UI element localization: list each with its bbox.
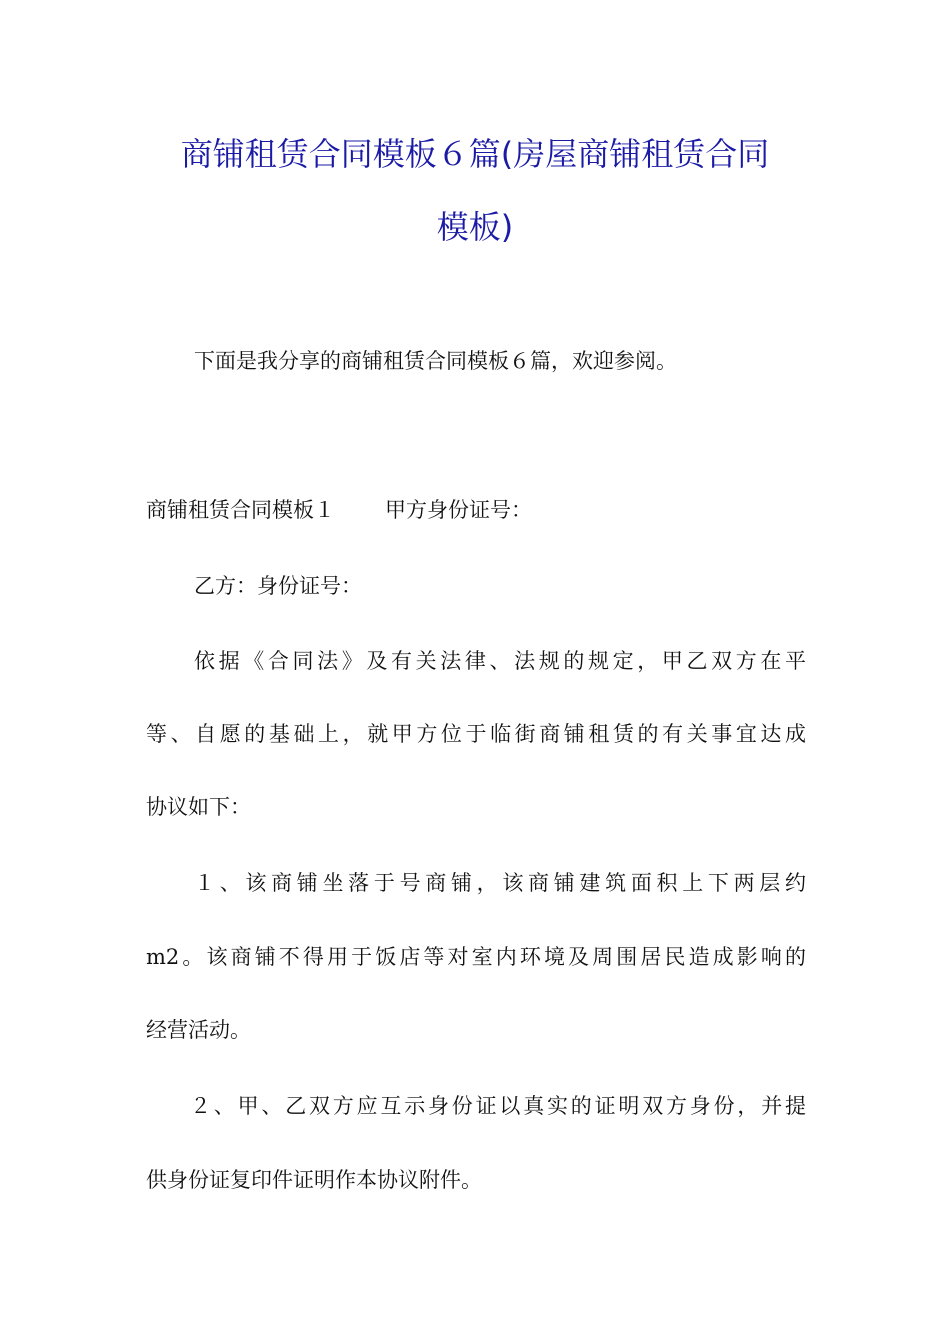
- party-a-id-label: 甲方身份证号：: [385, 498, 532, 522]
- clause-2-line-1: ２、甲、乙双方应互示身份证以真实的证明双方身份，并提: [190, 1094, 806, 1118]
- clause-1-line-1: １、该商铺坐落于号商铺，该商铺建筑面积上下两层约: [194, 871, 806, 895]
- intro-paragraph: 下面是我分享的商铺租赁合同模板６篇，欢迎参阅。: [194, 349, 677, 373]
- clause-intro-line-1: 依据《合同法》及有关法律、法规的规定，甲乙双方在平: [194, 649, 806, 673]
- party-b-line: 乙方：身份证号：: [194, 574, 362, 598]
- clause-intro-line-2: 等、自愿的基础上，就甲方位于临街商铺租赁的有关事宜达成: [146, 722, 806, 746]
- document-title-line-2: 模板): [436, 208, 514, 246]
- document-title-line-1: 商铺租赁合同模板６篇(房屋商铺租赁合同: [180, 135, 770, 173]
- clause-1-line-2: m2。该商铺不得用于饭店等对室内环境及周围居民造成影响的: [146, 945, 806, 969]
- section-heading-row: [146, 495, 808, 525]
- clause-1-line-3: 经营活动。: [146, 1018, 251, 1042]
- section-heading: 商铺租赁合同模板１: [146, 498, 335, 522]
- clause-intro-line-3: 协议如下：: [146, 795, 251, 819]
- clause-2-line-2: 供身份证复印件证明作本协议附件。: [146, 1168, 482, 1192]
